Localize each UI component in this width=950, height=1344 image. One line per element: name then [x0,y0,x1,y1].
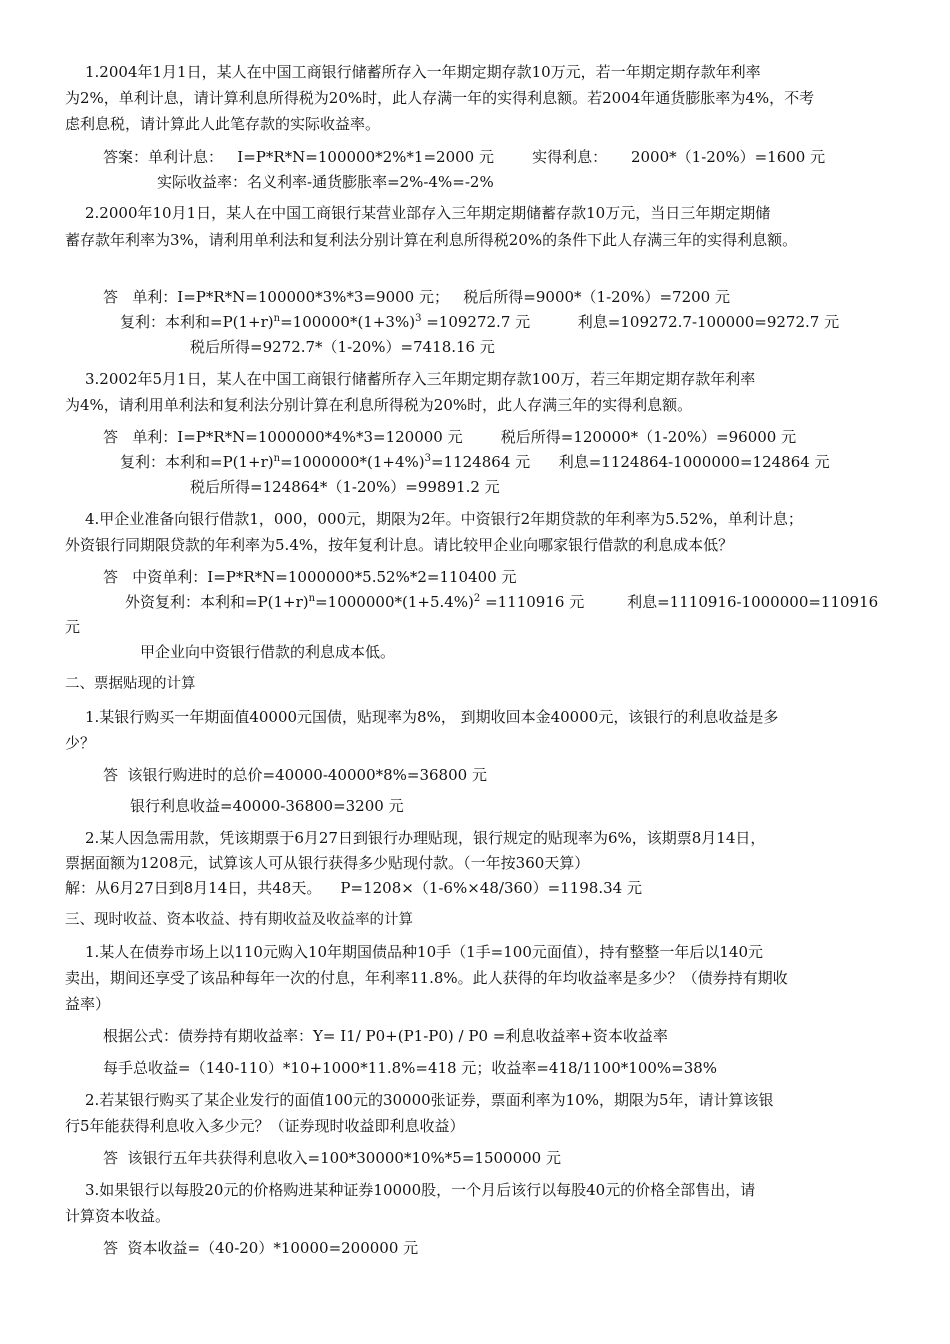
s3-q1-question-line-3: 益率） [65,995,111,1013]
s3-q2-question-line-2: 行5年能获得利息收入多少元？（证券现时收益即利息收益） [65,1117,465,1135]
q4-question-line-2: 外资银行同期限贷款的年利率为5.4%，按年复利计息。请比较甲企业向哪家银行借款的利息成本低？ [65,536,734,554]
s3-q3-question-line-2: 计算资本收益。 [65,1207,171,1225]
s2-q1-question-line-2: 少？ [65,734,96,752]
q3-answer-line-1: 答 单利：I=P*R*N=1000000*4%*3=120000 元 税后所得=120000*（1-20%）=96000 元 [103,428,797,446]
q1-question-line-2: 为2%，单利计息，请计算利息所得税为20%时，此人存满一年的实得利息额。若2004年通货膨胀率为4%，不考 [65,89,815,107]
s3-q3-question-line-1: 3.如果银行以每股20元的价格购进某种证券10000股，一个月后该行以每股40元的价格全部售出，请 [85,1181,756,1199]
q3-question-line-2: 为4%，请利用单利法和复利法分别计算在利息所得税为20%时，此人存满三年的实得利息额。 [65,396,693,414]
s3-q3-answer-line-1: 答 资本收益=（40-20）*10000=200000 元 [103,1239,419,1257]
q2-answer-line-3: 税后所得=9272.7*（1-20%）=7418.16 元 [190,338,495,356]
s3-q2-question-line-1: 2.若某银行购买了某企业发行的面值100元的30000张证券，票面利率为10%，期限为5年，请计算该银 [85,1091,774,1109]
s2-q2-answer-line-1: 解：从6月27日到8月14日，共48天。 P=1208×（1-6%×48/360）=1198.34 元 [65,879,642,897]
s2-q2-question-line-1: 2.某人因急需用款，凭该期票于6月27日到银行办理贴现，银行规定的贴现率为6%，该期票8月14日， [85,829,766,847]
s2-q2-question-line-2: 票据面额为1208元，试算该人可从银行获得多少贴现付款。（一年按360天算） [65,854,590,872]
s3-q1-question-line-1: 1.某人在债券市场上以110元购入10年期国债品种10手（1手=100元面值），持有整整一年后以140元 [85,943,763,961]
q4-answer-line-4: 甲企业向中资银行借款的利息成本低。 [140,643,396,661]
q4-answer-line-3: 元 [65,618,81,636]
q1-answer-line-1: 答案：单利计息： I=P*R*N=100000*2%*1=2000 元 实得利息： 2000*（1-20%）=1600 元 [103,148,826,166]
q3-answer-line-2: 复利：本利和$=P(1+r)^n=1000000*(1+4\%)^3=1124864$ 元 利息=1124864-1000000=124864 元 [120,453,830,471]
q4-answer-line-1: 答 中资单利：I=P*R*N=1000000*5.52%*2=110400 元 [103,568,517,586]
q1-question-line-3: 虑利息税，请计算此人此笔存款的实际收益率。 [65,115,381,133]
section-2-heading: 二、票据贴现的计算 [65,676,196,692]
s3-q1-question-line-2: 卖出，期间还享受了该品种每年一次的付息，年利率11.8%。此人获得的年均收益率是多少？（债券持有期收 [65,969,788,987]
q4-answer-line-2: 外资复利：本利和$=P(1+r)^n=1000000*(1+5.4\%)^2 =1110916$ 元 利息=1110916-1000000=110916 [125,593,879,611]
q3-question-line-1: 3.2002年5月1日，某人在中国工商银行储蓄所存入三年期定期存款100万，若三年期定期存款年利率 [85,370,756,388]
q2-question-line-2: 蓄存款年利率为3%，请利用单利法和复利法分别计算在利息所得税20%的条件下此人存满三年的实得利息额。 [65,231,798,249]
s2-q1-question-line-1: 1.某银行购买一年期面值40000元国债，贴现率为8%， 到期收回本金40000元，该银行的利息收益是多 [85,708,779,726]
s2-q1-answer-line-1: 答 该银行购进时的总价=40000-40000*8%=36800 元 [103,766,487,784]
q4-question-line-1: 4.甲企业准备向银行借款1，000，000元，期限为2年。中资银行2年期贷款的年利率为5.52%，单利计息； [85,510,803,528]
s3-q1-answer-line-2: 每手总收益=（140-110）*10+1000*11.8%=418 元；收益率=418/1100*100%=38% [103,1059,718,1077]
s3-q2-answer-line-1: 答 该银行五年共获得利息收入=100*30000*10%*5=1500000 元 [103,1149,561,1167]
s2-q1-answer-line-2: 银行利息收益=40000-36800=3200 元 [130,797,404,815]
q2-question-line-1: 2.2000年10月1日，某人在中国工商银行某营业部存入三年期定期储蓄存款10万元，当日三年期定期储 [85,204,771,222]
s3-q1-answer-line-1: 根据公式：债券持有期收益率：Y= I1/ P0+(P1-P0) / P0 =利息收益率+资本收益率 [103,1027,668,1045]
q1-question-line-1: 1.2004年1月1日，某人在中国工商银行储蓄所存入一年期定期存款10万元，若一年期定期存款年利率 [85,63,761,81]
q2-answer-line-1: 答 单利：I=P*R*N=100000*3%*3=9000 元； 税后所得=9000*（1-20%）=7200 元 [103,288,730,306]
q2-answer-line-2: 复利：本利和$=P(1+r)^n=100000*(1+3\%)^3 =109272.7$ 元 利息=109272.7-100000=9272.7 元 [120,313,840,331]
q1-answer-line-2: 实际收益率：名义利率-通货膨胀率=2%-4%=-2% [157,173,494,191]
q3-answer-line-3: 税后所得=124864*（1-20%）=99891.2 元 [190,478,500,496]
section-3-heading: 三、现时收益、资本收益、持有期收益及收益率的计算 [65,912,413,928]
